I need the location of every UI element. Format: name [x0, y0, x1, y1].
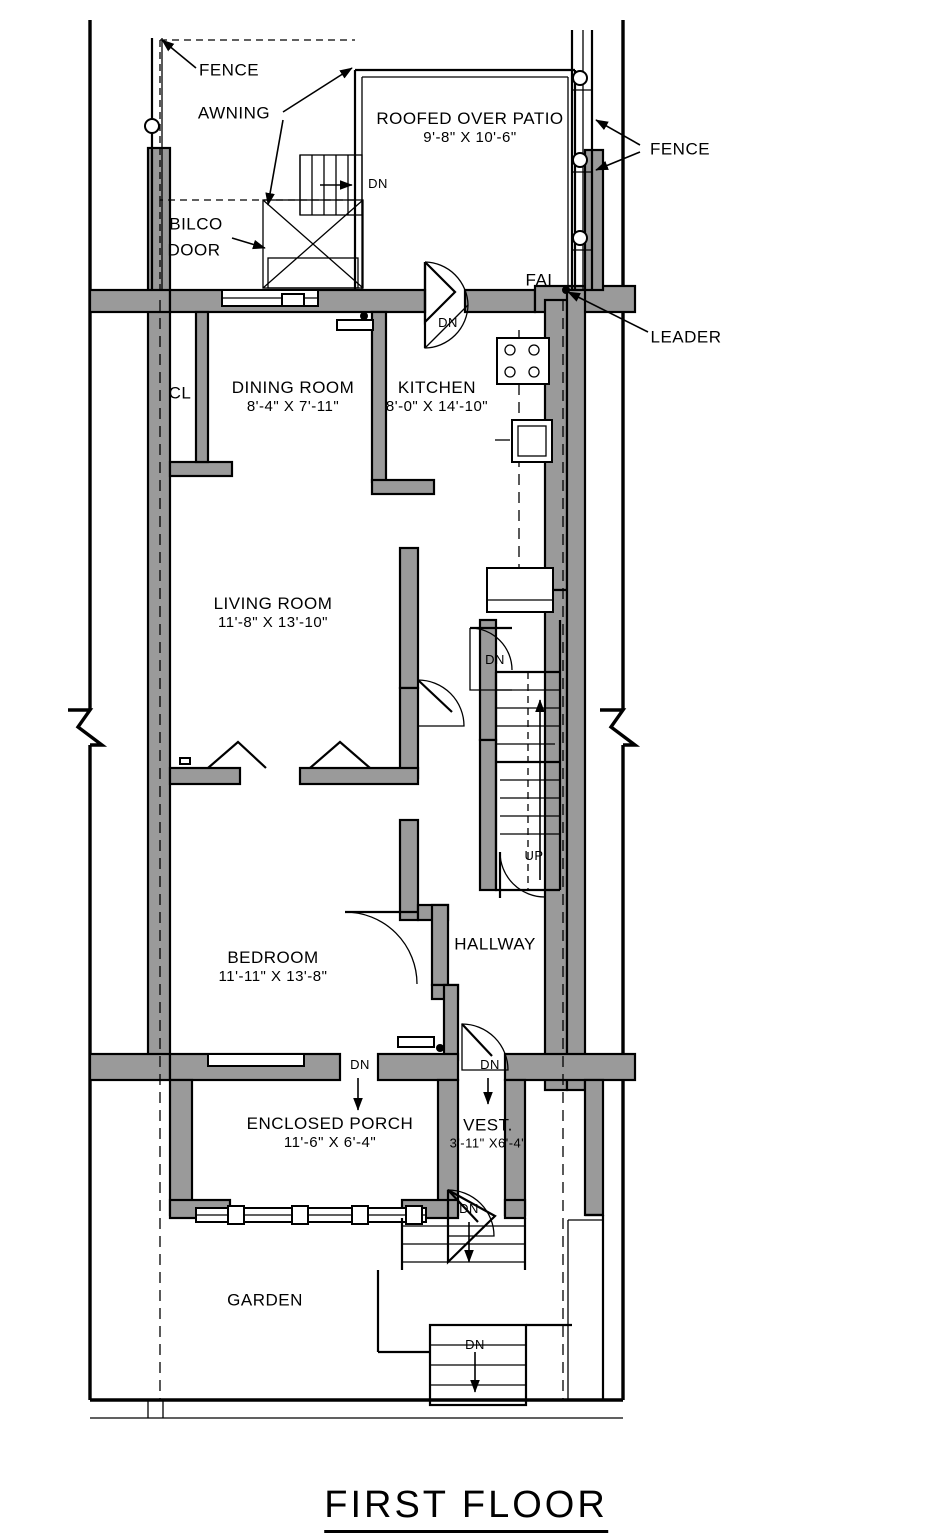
stair-marker-dn-porch: DN — [350, 1056, 370, 1072]
patio-area — [145, 30, 648, 332]
stair-marker-up: UP — [524, 847, 544, 863]
room-label-hallway: HALLWAY — [454, 934, 536, 954]
page-title: FIRST FLOOR — [324, 1484, 608, 1533]
room-label-dining-room: DINING ROOM 8'-4" X 7'-11" — [231, 378, 355, 416]
annotation-leader: LEADER — [650, 327, 722, 347]
stair-marker-dn-kitchen-door: DN — [438, 314, 458, 330]
room-label-enclosed-porch: ENCLOSED PORCH 11'-6" X 6'-4" — [246, 1114, 414, 1152]
stair-marker-dn-vestibule: DN — [480, 1056, 500, 1072]
stair-marker-dn-bilco: DN — [368, 175, 388, 191]
room-label-living-room: LIVING ROOM 11'-8" X 13'-10" — [213, 594, 333, 632]
stair-marker-dn-stoop: DN — [459, 1200, 479, 1216]
room-label-vestibule: VEST. 3'-11" X6'-4" — [449, 1115, 527, 1151]
fixtures — [337, 312, 444, 1052]
annotation-fence-right: FENCE — [649, 139, 711, 159]
room-label-kitchen: KITCHEN 8'-0" X 14'-10" — [385, 378, 489, 416]
annotation-fai: FAI — [525, 270, 553, 290]
walls — [90, 148, 635, 1218]
exterior-steps — [358, 1078, 603, 1405]
room-label-bedroom: BEDROOM 11'-11" X 13'-8" — [218, 948, 328, 986]
stair-marker-dn-hall: DN — [485, 651, 505, 667]
annotation-bilco: BILCO — [169, 214, 223, 234]
windows — [180, 290, 426, 1224]
annotation-closet: CL — [168, 383, 192, 403]
annotation-door: DOOR — [167, 240, 221, 260]
stair-marker-dn-front-steps: DN — [465, 1336, 485, 1352]
room-label-garden: GARDEN — [227, 1290, 303, 1310]
kitchen-fixtures — [487, 338, 553, 612]
annotation-awning: AWNING — [197, 103, 271, 123]
annotation-fence-left: FENCE — [198, 60, 260, 80]
room-label-roofed-over-patio: ROOFED OVER PATIO 9'-8" X 10'-6" — [376, 109, 564, 147]
